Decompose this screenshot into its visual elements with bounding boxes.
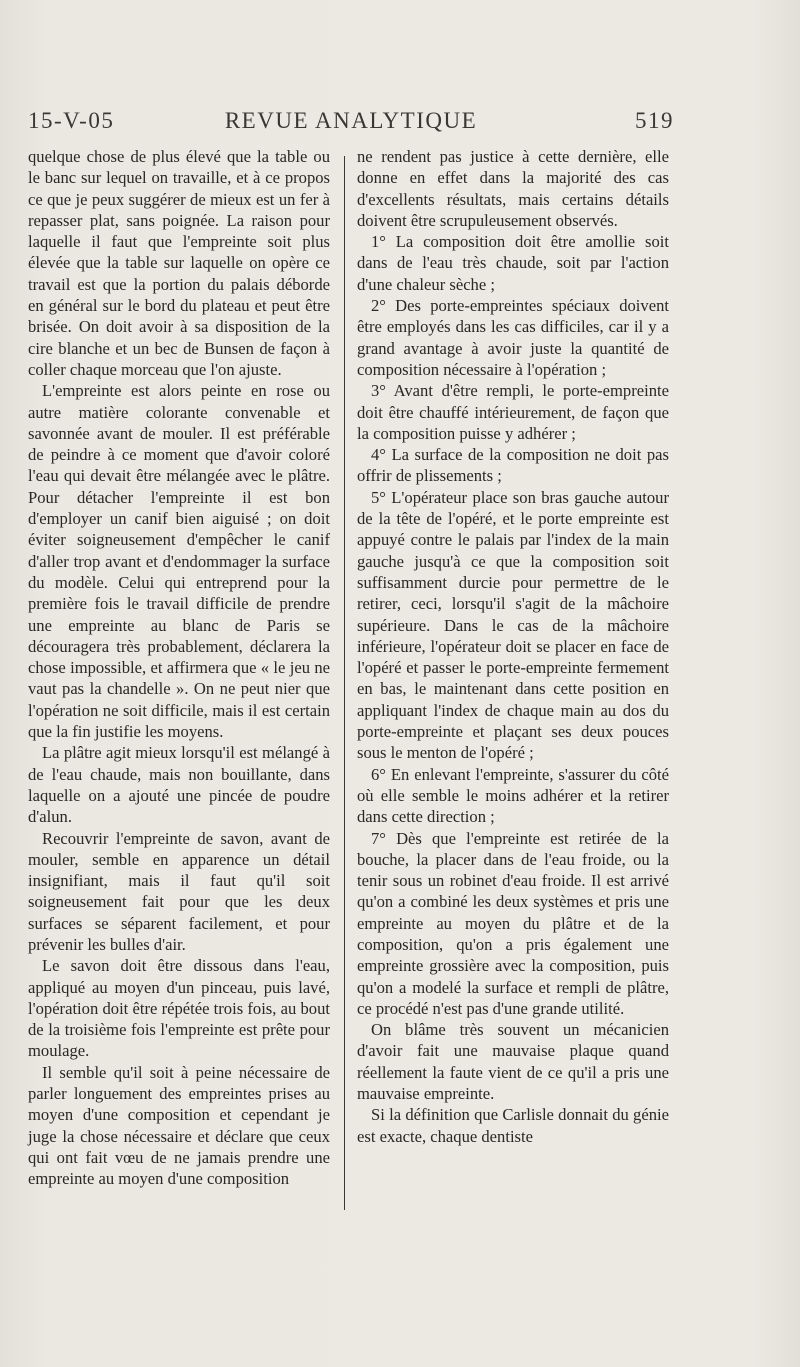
- page-number: 519: [635, 108, 674, 133]
- issue-date: 15-V-05: [28, 108, 115, 133]
- running-header: [28, 108, 674, 140]
- paragraph: Il semble qu'il soit à peine nécessaire de parler longuement des empreintes prises au moyen d'une composition et cependant je juge la chose nécessaire et déclare que ceux qui ont fait vœu de ne jamais prendre une empreinte au moyen d'une composition: [28, 1062, 330, 1189]
- paragraph: 3° Avant d'être rempli, le porte-empreinte doit être chauffé intérieurement, de façon que la composition puisse y adhérer ;: [357, 381, 669, 443]
- paragraph: 4° La surface de la composition ne doit pas offrir de plissements ;: [357, 445, 669, 486]
- paragraph: 1° La composition doit être amollie soit dans de l'eau très chaude, soit par l'action d'une chaleur sèche ;: [357, 232, 669, 294]
- column-divider: [344, 156, 345, 1210]
- right-text-column: [357, 146, 669, 1147]
- journal-title: REVUE ANALYTIQUE: [224, 108, 478, 133]
- paragraph: La plâtre agit mieux lorsqu'il est mélangé à de l'eau chaude, mais non bouillante, dans laquelle on a ajouté une pincée de poudre d'alun.: [28, 743, 330, 827]
- paragraph: 5° L'opérateur place son bras gauche autour de la tête de l'opéré, et le porte empreinte est appuyé contre le palais par l'index de la main gauche jusqu'à ce que la composition soit suffisamment durcie pour permettre de le retirer, ceci, lorsqu'il s'agit de la mâchoire supérieure. Dans le cas de la mâchoire inférieure, l'opérateur doit se placer en face de l'opéré et passer le porte-empreinte fermement en bas, le maintenant dans cette position en appliquant l'index de chaque main au dos du porte-empreinte et plaçant ses deux pouces sous le menton de l'opéré ;: [357, 487, 669, 763]
- paragraph: L'empreinte est alors peinte en rose ou autre matière colorante convenable et savonnée avant de mouler. Il est préférable de peindre à ce moment que d'avoir coloré l'eau qui devait être mélangée avec le plâtre. Pour détacher l'empreinte il est bon d'employer un canif bien aiguisé ; on doit éviter soigneusement d'empêcher le canif d'aller trop avant et d'endommager la surface du modèle. Celui qui entreprend pour la première fois le travail difficile de prendre une empreinte au blanc de Paris se découragera très probablement, déclarera la chose impossible, et affirmera que « le jeu ne vaut pas la chandelle ». On ne peut nier que l'opération ne soit difficile, mais il est certain que la fin justifie les moyens.: [28, 381, 330, 742]
- paragraph: Si la définition que Carlisle donnait du génie est exacte, chaque dentiste: [357, 1105, 669, 1146]
- paragraph: 7° Dès que l'empreinte est retirée de la bouche, la placer dans de l'eau froide, ou la tenir sous un robinet d'eau froide. Il est arrivé qu'on a combiné les deux systèmes et pris une empreinte au moyen du plâtre et de la composition, qu'on a pris également une empreinte grossière avec la composition, puis qu'on a modelé la surface et rempli de plâtre, ce procédé n'est pas d'une grande utilité.: [357, 828, 669, 1018]
- paragraph: 2° Des porte-empreintes spéciaux doivent être employés dans les cas difficiles, car il y a grand avantage à avoir juste la quantité de composition nécessaire à l'opération ;: [357, 296, 669, 379]
- paragraph: On blâme très souvent un mécanicien d'avoir fait une mauvaise plaque quand réellement la faute vient de ce qu'il a pris une mauvaise empreinte.: [357, 1020, 669, 1104]
- paragraph: quelque chose de plus élevé que la table ou le banc sur lequel on travaille, et à ce propos ce que je peux suggérer de mieux est un fer à repasser plat, sans poignée. La raison pour laquelle il faut que l'empreinte soit plus élevée que la table sur laquelle on opère ce travail est que la portion du palais déborde en général sur le bord du plateau et peut être brisée. On doit avoir à sa disposition de la cire blanche et un bec de Bunsen de façon à coller chaque morceau que l'on ajuste.: [28, 147, 330, 379]
- left-text-column: [28, 146, 330, 1190]
- paragraph: ne rendent pas justice à cette dernière, elle donne en effet dans la majorité des cas d'excellents résultats, mais certains détails doivent être scrupuleusement observés.: [357, 147, 669, 230]
- paragraph: Recouvrir l'empreinte de savon, avant de mouler, semble en apparence un détail insignifiant, mais il faut qu'il soit soigneusement fait pour que les deux surfaces se séparent facilement, et pour prévenir les bulles d'air.: [28, 828, 330, 954]
- paragraph: 6° En enlevant l'empreinte, s'assurer du côté où elle semble le moins adhérer et la retirer dans cette direction ;: [357, 764, 669, 827]
- paragraph: Le savon doit être dissous dans l'eau, appliqué au moyen d'un pinceau, puis lavé, l'opération doit être répétée trois fois, au bout de la troisième fois l'empreinte est prête pour moulage.: [28, 956, 330, 1061]
